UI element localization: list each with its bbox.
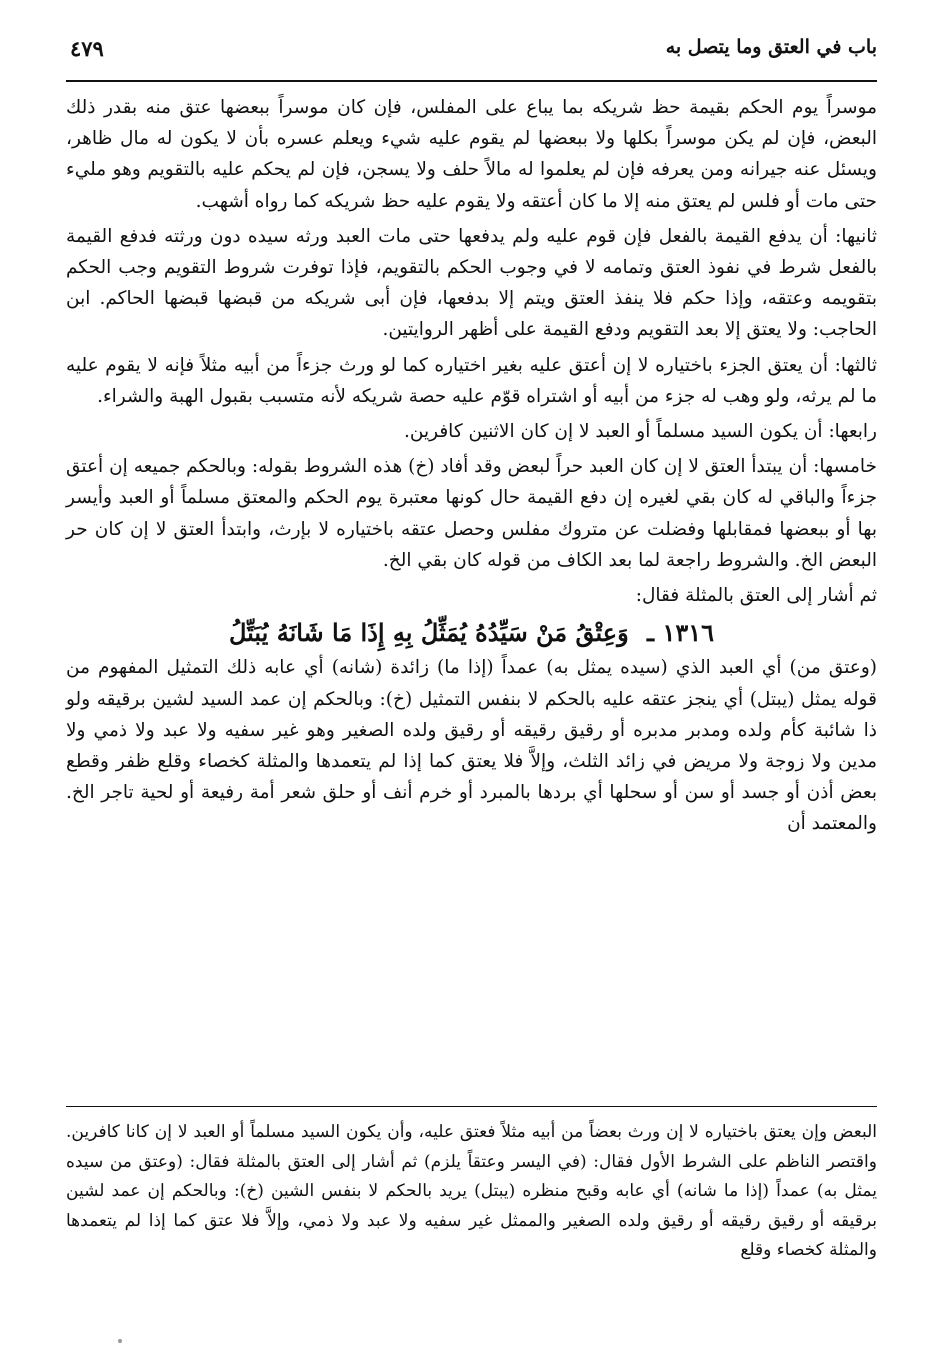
paragraph-2: ثانيها: أن يدفع القيمة بالفعل فإن قوم عليه ولم يدفعها حتى مات العبد ورثه سيده دون ورثته فدفع القيمة بالفعل شرط في نفوذ العتق وتمامه لا في وجوب الحكم بالتقويم، فإذا توفرت شروط التقويم وجب الحكم بتقويمه وعتقه، وإذا حكم فلا ينفذ العتق ويتم إلا بدفعها، فإن أبى شريكه من قبضها قبضها الحاكم. ابن الحاجب: ولا يعتق إلا بعد التقويم ودفع القيمة على أظهر الروايتين. <box>66 225 877 341</box>
paragraph-3: ثالثها: أن يعتق الجزء باختياره لا إن أعتق عليه بغير اختياره كما لو ورث جزءاً من أبيه مثلاً فإنه لا يقوم عليه ما لم يرثه، ولو وهب له جزء من أبيه أو اشتراه قوّم عليه حصة شريكه لأنه متسبب بقبول الهبة والشراء. <box>66 354 877 407</box>
footnote-rule <box>66 1106 877 1107</box>
paragraph-4: رابعها: أن يكون السيد مسلماً أو العبد لا إن كان الاثنين كافرين. <box>404 421 877 443</box>
paragraph-6: ثم أشار إلى العتق بالمثلة فقال: <box>635 585 877 607</box>
main-text <box>66 92 877 844</box>
running-title: باب في العتق وما يتصل به <box>665 36 877 58</box>
verse-line <box>66 617 877 648</box>
commentary-paragraph: (وعتق من) أي العبد الذي (سيده يمثل به) عمداً (إذا ما) زائدة (شانه) أي عابه ذلك التمثيل المفهوم من قوله يمثل (يبتل) أي ينجز عتقه عليه بالحكم لا بنفس التمثيل (خ): وبالحكم إن عمد السيد لشين برقيقه ولو ذا شائبة كأم ولده ومدبر مدبره أو رقيق رقيقه أو رقيق ولده الصغير وهو غير سفيه ولا عبد ولا ذمي ولا مدين ولا زوجة ولا مريض في زائد الثلث، وإلاَّ فلا يعتق كما إذا لم يتعمدها والمثلة كخصاء وقلع ظفر وقطع بعض أذن أو جسد أو سن أو سحلها أي بردها بالمبرد أو خرم أنف أو حلق شعر أمة رفيعة أو لحية تاجر الخ. والمعتمد أن <box>66 657 877 835</box>
page-number: ٤٧٩ <box>70 36 104 61</box>
verse-text: وَعِتْقُ مَنْ سَيِّدُهُ يُمَثِّلُ بِهِ إِذَا مَا شَانَهُ يُبَتِّلُ <box>229 618 629 648</box>
scan-speck <box>118 1339 122 1343</box>
paragraph-5: خامسها: أن يبتدأ العتق لا إن كان العبد حراً لبعض وقد أفاد (خ) هذه الشروط بقوله: وبالحكم جميعه إن أعتق جزءاً والباقي له كان بقي لغيره إن دفع القيمة حال كونها معتبرة يوم الحكم والمعتق مسلماً أو العبد وأيسر بها أو ببعضها فمقابلها وفضلت عن متروك مفلس وحصل عتقه باختياره لا بإرث، وابتدأ العتق لا إن كان حر البعض الخ. والشروط راجعة لما بعد الكاف من قوله كان بقي الخ. <box>66 456 877 571</box>
verse-number: ١٣١٦ ـ <box>647 618 714 648</box>
header-rule <box>66 80 877 82</box>
page-header <box>70 36 877 80</box>
paragraph-1: موسراً يوم الحكم بقيمة حظ شريكه بما يباع على المفلس، فإن كان موسراً ببعضها عتق منه بقدر ذلك البعض، فإن لم يكن موسراً بكلها ولا ببعضها لم يقوم عليه شيء ويعلم عسره بأن لا يكون له مال ظاهر، ويسئل عنه جيرانه ومن يعرفه فإن لم يعلموا له مالاً حلف ولا يسجن، فإن لم يحكم عليه بالتقويم وهو مليء حتى مات أو فلس لم يعتق منه إلا ما كان أعتقه ولا يقوم عليه حظ شريكه كما رواه أشهب. <box>66 97 877 212</box>
footnotes <box>66 1118 877 1266</box>
footnote-text: البعض وإن يعتق باختياره لا إن ورث بعضاً من أبيه مثلاً فعتق عليه، وأن يكون السيد مسلماً أو العبد لا إن كانا كافرين. واقتصر الناظم على الشرط الأول فقال: (في اليسر وعتقاً يلزم) ثم أشار إلى العتق بالمثلة فقال: (وعتق من سيده يمثل به) عمداً (إذا ما شانه) أي عابه وقبح منظره (يبتل) يريد بالحكم لا بنفس الشين (خ): وبالحكم إن عمد لشين برقيقه أو رقيق رقيقه أو رقيق ولده الصغير والممثل غير سفيه ولا عبد ولا ذمي، وإلاَّ فلا عتق كما إذا لم يتعمدها والمثلة كخصاء وقلع <box>66 1122 877 1261</box>
